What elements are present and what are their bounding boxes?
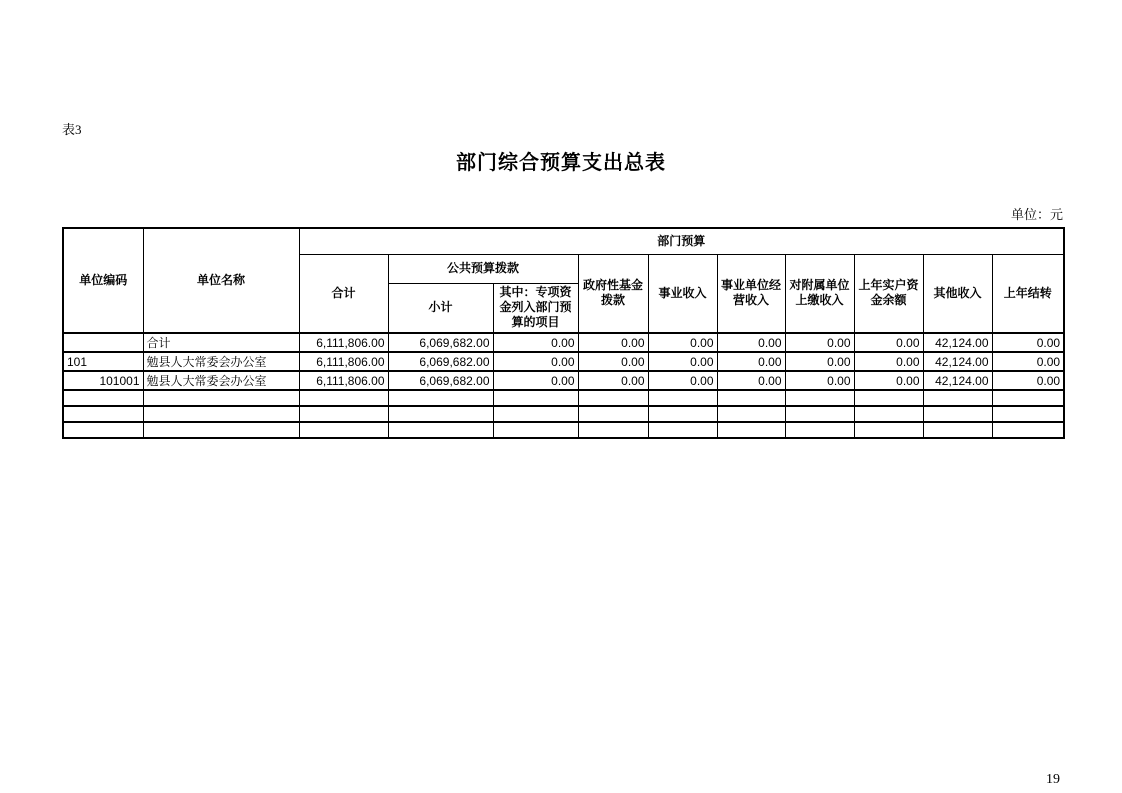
page-number: 19: [1046, 772, 1060, 787]
other-income-cell: 42,124.00: [923, 333, 992, 352]
col-header-public-budget: 公共预算拨款: [388, 254, 578, 283]
operating-income-cell: 0.00: [717, 371, 785, 390]
prev-year-balance-cell: [854, 422, 923, 438]
table-row-101001: [63, 371, 1064, 390]
special-funds-cell: [493, 390, 578, 406]
special-funds-cell: 0.00: [493, 333, 578, 352]
subtotal-cell: [388, 390, 493, 406]
unit-code-cell: [63, 333, 143, 352]
col-header-prev-year-balance: 上年实户资金余额: [854, 254, 923, 333]
prev-year-balance-cell: 0.00: [854, 333, 923, 352]
subtotal-cell: 6,069,682.00: [388, 352, 493, 371]
total-cell: 6,111,806.00: [299, 371, 388, 390]
table-row-total: [63, 333, 1064, 352]
col-header-subsidiary-income: 对附属单位上缴收入: [785, 254, 854, 333]
subsidiary-income-cell: [785, 422, 854, 438]
total-cell: 6,111,806.00: [299, 352, 388, 371]
unit-name-cell: 勉县人大常委会办公室: [143, 352, 299, 371]
business-income-cell: 0.00: [648, 352, 717, 371]
prev-year-carryover-cell: [992, 390, 1064, 406]
prev-year-carryover-cell: 0.00: [992, 352, 1064, 371]
total-cell: 6,111,806.00: [299, 333, 388, 352]
unit-code-cell: [63, 406, 143, 422]
budget-table: [62, 227, 1065, 439]
subtotal-cell: 6,069,682.00: [388, 371, 493, 390]
unit-code-cell: 101001: [63, 371, 143, 390]
prev-year-balance-cell: 0.00: [854, 371, 923, 390]
col-header-total: 合计: [299, 254, 388, 333]
other-income-cell: [923, 422, 992, 438]
operating-income-cell: [717, 390, 785, 406]
special-funds-cell: [493, 406, 578, 422]
prev-year-balance-cell: 0.00: [854, 352, 923, 371]
operating-income-cell: [717, 422, 785, 438]
business-income-cell: [648, 390, 717, 406]
prev-year-balance-cell: [854, 390, 923, 406]
table-row-empty: [63, 406, 1064, 422]
col-header-subtotal: 小计: [388, 283, 493, 333]
unit-name-cell: 合计: [143, 333, 299, 352]
prev-year-carryover-cell: [992, 422, 1064, 438]
col-header-unit-name: 单位名称: [143, 228, 299, 333]
col-header-prev-year-carryover: 上年结转: [992, 254, 1064, 333]
unit-name-cell: [143, 422, 299, 438]
subtotal-cell: 6,069,682.00: [388, 333, 493, 352]
total-cell: [299, 390, 388, 406]
other-income-cell: 42,124.00: [923, 371, 992, 390]
gov-fund-cell: 0.00: [578, 333, 648, 352]
special-funds-cell: 0.00: [493, 352, 578, 371]
col-header-business-income: 事业收入: [648, 254, 717, 333]
gov-fund-cell: [578, 390, 648, 406]
col-header-unit-code: 单位编码: [63, 228, 143, 333]
operating-income-cell: 0.00: [717, 352, 785, 371]
col-header-dept-budget: 部门预算: [299, 228, 1064, 254]
table-row-empty: [63, 390, 1064, 406]
business-income-cell: [648, 406, 717, 422]
unit-code-cell: [63, 390, 143, 406]
other-income-cell: [923, 390, 992, 406]
special-funds-cell: 0.00: [493, 371, 578, 390]
page-title: 部门综合预算支出总表: [456, 152, 666, 174]
subtotal-cell: [388, 406, 493, 422]
subtotal-cell: [388, 422, 493, 438]
total-cell: [299, 422, 388, 438]
special-funds-cell: [493, 422, 578, 438]
col-header-other-income: 其他收入: [923, 254, 992, 333]
table-label: 表3: [62, 122, 82, 137]
subsidiary-income-cell: [785, 406, 854, 422]
prev-year-carryover-cell: [992, 406, 1064, 422]
total-cell: [299, 406, 388, 422]
operating-income-cell: 0.00: [717, 333, 785, 352]
subsidiary-income-cell: 0.00: [785, 352, 854, 371]
business-income-cell: 0.00: [648, 371, 717, 390]
subsidiary-income-cell: 0.00: [785, 371, 854, 390]
prev-year-carryover-cell: 0.00: [992, 371, 1064, 390]
col-header-special-funds: 其中：专项资金列入部门预算的项目: [493, 283, 578, 333]
gov-fund-cell: [578, 422, 648, 438]
col-header-gov-fund: 政府性基金拨款: [578, 254, 648, 333]
other-income-cell: 42,124.00: [923, 352, 992, 371]
unit-name-cell: [143, 390, 299, 406]
subsidiary-income-cell: [785, 390, 854, 406]
unit-code-cell: [63, 422, 143, 438]
subsidiary-income-cell: 0.00: [785, 333, 854, 352]
gov-fund-cell: 0.00: [578, 371, 648, 390]
unit-code-cell: 101: [63, 352, 143, 371]
unit-name-cell: [143, 406, 299, 422]
table-row-101: [63, 352, 1064, 371]
table-row-empty: [63, 422, 1064, 438]
business-income-cell: [648, 422, 717, 438]
prev-year-balance-cell: [854, 406, 923, 422]
other-income-cell: [923, 406, 992, 422]
operating-income-cell: [717, 406, 785, 422]
gov-fund-cell: 0.00: [578, 352, 648, 371]
gov-fund-cell: [578, 406, 648, 422]
business-income-cell: 0.00: [648, 333, 717, 352]
unit-name-cell: 勉县人大常委会办公室: [143, 371, 299, 390]
col-header-operating-income: 事业单位经营收入: [717, 254, 785, 333]
unit-note: 单位：元: [1010, 207, 1063, 222]
prev-year-carryover-cell: 0.00: [992, 333, 1064, 352]
